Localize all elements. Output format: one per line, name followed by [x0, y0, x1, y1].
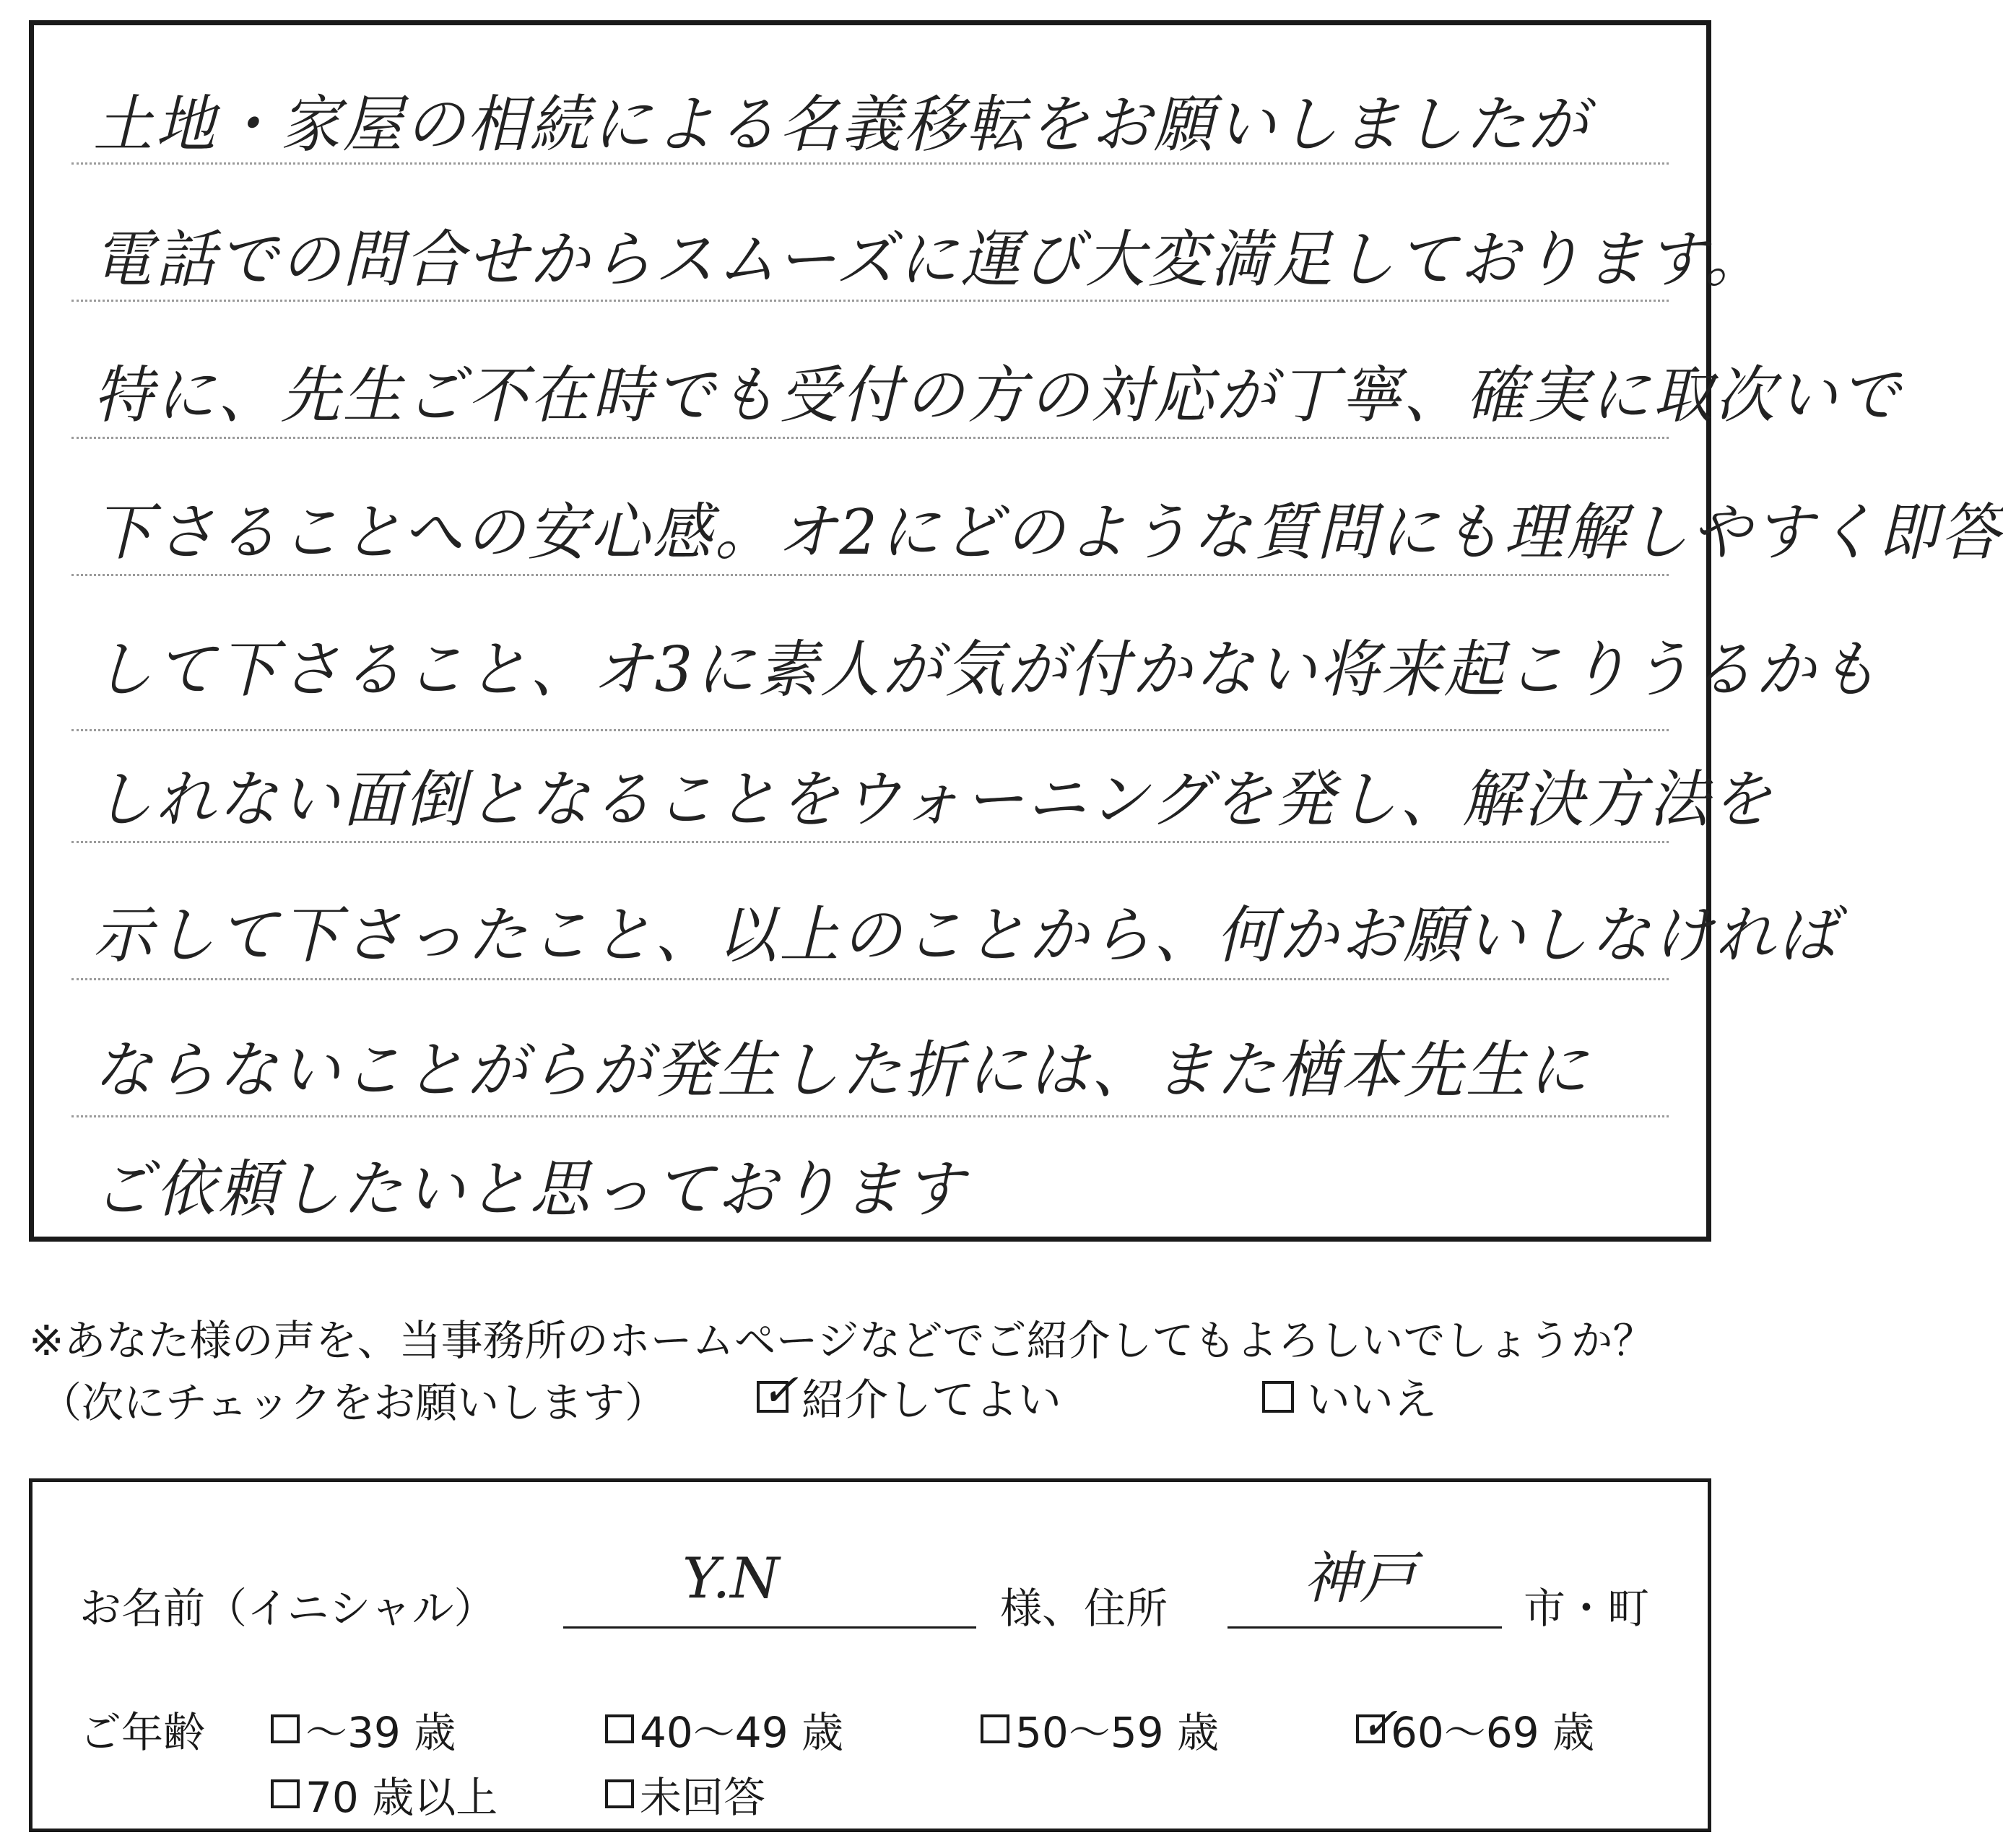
comment-line-5: して下さること、オ3に素人が気が付かない将来起こりうるかも — [93, 634, 1881, 706]
age-checkbox[interactable] — [271, 1714, 300, 1743]
address-suffix: 市・町 — [1524, 1584, 1650, 1633]
consent-option-yes-label: 紹介してよい — [801, 1375, 1061, 1426]
consent-note: （次にチェックをお願いします） — [40, 1378, 667, 1427]
comment-line-9: ご依頼したいと思っております — [93, 1154, 967, 1226]
address-underline — [1228, 1626, 1502, 1629]
age-option-40-49[interactable] — [605, 1699, 843, 1759]
info-box — [29, 1478, 1711, 1832]
name-value[interactable]: Y.N — [682, 1546, 780, 1611]
ruled-line — [71, 729, 1669, 731]
age-checkbox[interactable] — [271, 1779, 300, 1808]
check-mark-icon: ✓ — [761, 1364, 799, 1416]
age-option-label: 60〜69 歳 — [1391, 1708, 1595, 1757]
comment-box — [29, 20, 2003, 1242]
age-option-no-answer[interactable] — [605, 1764, 765, 1824]
checkbox-yes[interactable] — [757, 1364, 799, 1416]
ruled-line — [71, 1115, 1669, 1117]
name-suffix: 様、住所 — [1000, 1584, 1168, 1633]
age-option-label: 〜39 歳 — [305, 1708, 456, 1757]
ruled-line — [71, 162, 1669, 165]
name-underline — [563, 1626, 976, 1629]
comment-line-8: ならないことがらが発生した折には、また楢本先生に — [93, 1034, 1591, 1107]
ruled-line — [71, 978, 1669, 980]
age-option-label: 50〜59 歳 — [1015, 1708, 1220, 1757]
age-option-70-plus[interactable] — [271, 1764, 498, 1824]
comment-line-2: 電話での問合せからスムーズに運び大変満足しております。 — [93, 224, 1767, 296]
consent-option-yes[interactable] — [757, 1366, 1061, 1428]
age-label: ご年齢 — [79, 1708, 206, 1757]
ruled-line — [71, 437, 1669, 439]
consent-question: ※あなた様の声を、当事務所のホームページなどでご紹介してもよろしいでしょうか？ — [29, 1316, 1655, 1365]
age-option-label: 未回答 — [640, 1773, 766, 1822]
comment-line-4: 下さることへの安心感。オ2にどのような質問にも理解しやすく即答 — [93, 497, 2003, 569]
age-option-60-69[interactable] — [1356, 1699, 1594, 1759]
age-checkbox[interactable] — [605, 1779, 634, 1808]
comment-line-3: 特に、先生ご不在時でも受付の方の対応が丁寧、確実に取次いで — [93, 359, 1903, 432]
name-label: お名前（イニシャル） — [79, 1584, 496, 1633]
age-option-under-39[interactable] — [271, 1699, 456, 1759]
ruled-line — [71, 300, 1669, 302]
comment-line-7: 示して下さったこと、以上のことから、何かお願いしなければ — [93, 899, 1841, 972]
ruled-line — [71, 574, 1669, 576]
age-checkbox[interactable] — [981, 1714, 1009, 1743]
age-option-50-59[interactable] — [981, 1699, 1219, 1759]
comment-line-6: しれない面倒となることをウォーニングを発し、解決方法を — [93, 764, 1774, 836]
consent-option-no-label: いいえ — [1307, 1375, 1437, 1426]
comment-line-1: 土地・家屋の相続による名義移転をお願いしましたが — [93, 89, 1591, 161]
address-value[interactable]: 神戸 — [1303, 1546, 1417, 1611]
consent-option-no[interactable] — [1262, 1366, 1437, 1428]
age-checkbox[interactable] — [1356, 1697, 1398, 1750]
age-checkbox[interactable] — [605, 1714, 634, 1743]
check-mark-icon: ✓ — [1360, 1697, 1398, 1750]
age-option-label: 70 歳以上 — [305, 1773, 498, 1822]
checkbox-no[interactable] — [1262, 1381, 1294, 1413]
ruled-line — [71, 841, 1669, 843]
age-option-label: 40〜49 歳 — [640, 1708, 844, 1757]
